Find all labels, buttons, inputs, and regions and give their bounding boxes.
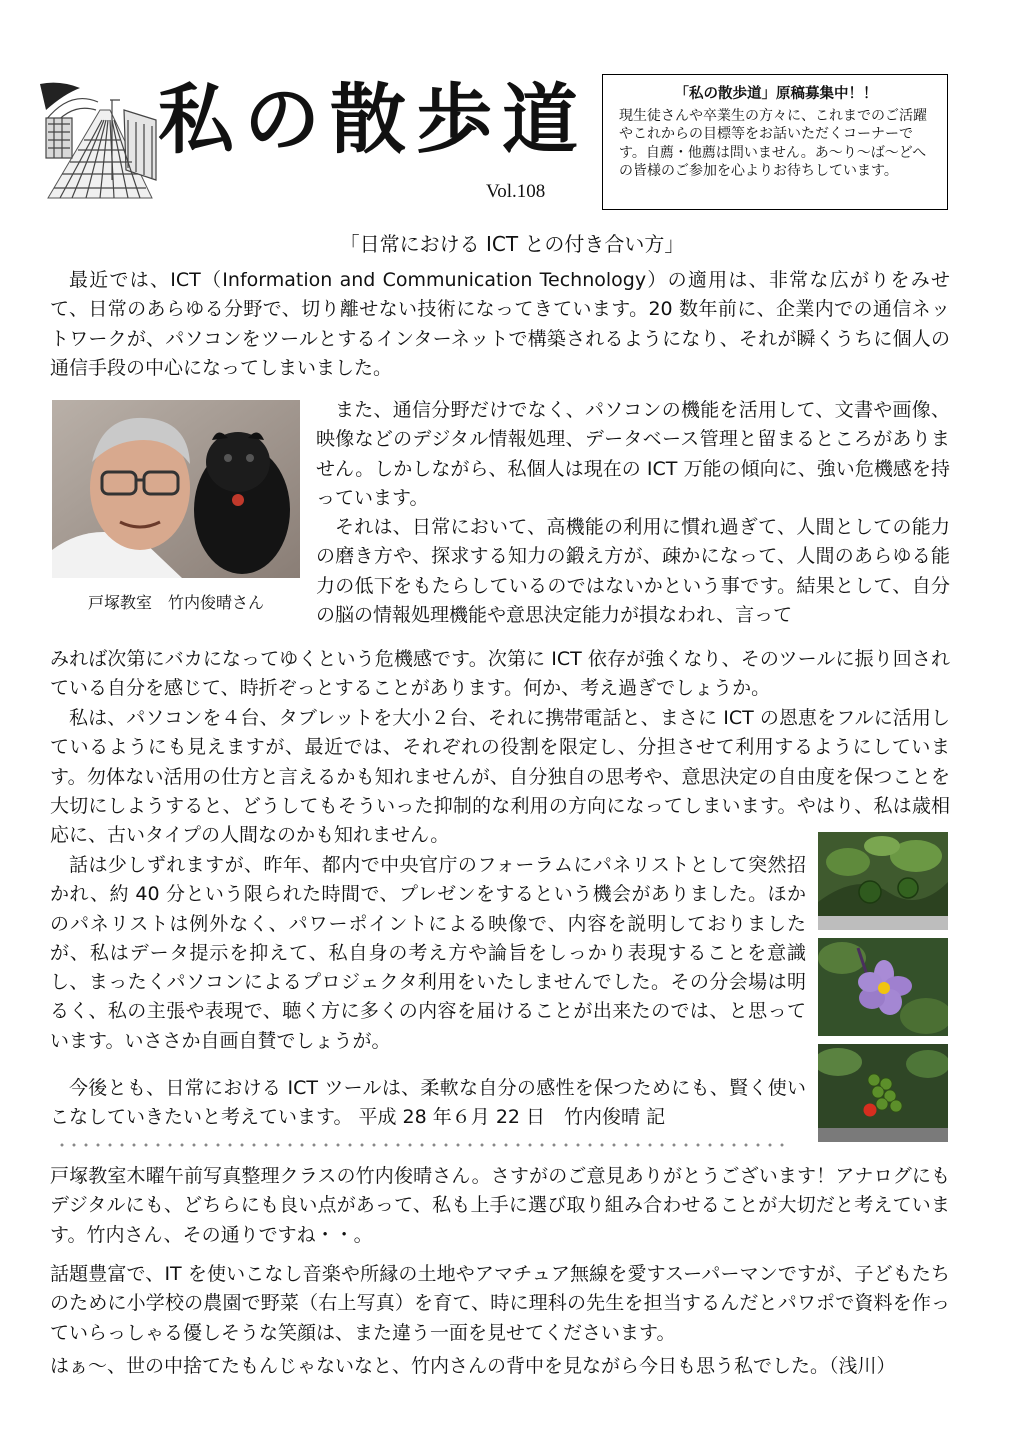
- masthead-title: 私の散歩道: [158, 75, 588, 164]
- masthead: [40, 75, 588, 216]
- article-paragraph-6: 今後とも、日常における ICT ツールは、柔軟な自分の感性を保つためにも、賢く使いこなしていきたいと考えています。 平成 28 年６月 22 日 竹内俊晴 記: [50, 1077, 806, 1129]
- article-paragraph-4: 私は、パソコンを４台、タブレットを大小２台、それに携帯電話と、まさに ICT の恩恵をフルに活用しているようにも見えますが、最近では、それぞれの役割を限定し、分担させて利用するようにしています。勿体ない活用の仕方と言えるかも知れませんが、自分独自の思考や、意思決定の自由度を保つことを大切にしようすると、どうしてもそういった抑制的な利用の方向になってしまいます。やはり、私は歳相応に、古いタイプの人間なのかも知れません。: [50, 707, 950, 847]
- article-paragraph-5: 話は少しずれますが、昨年、都内で中央官庁のフォーラムにパネリストとして突然招かれ、約 40 分という限られた時間で、プレゼンをするという機会がありました。ほかのパネリストは例外なく、パワーポイントによる映像で、内容を説明しておりましたが、私はデータ提示を抑えて、私自身の考え方や論旨をしっかり表現することを意識し、まったくパソコンによるプロジェクタ利用をいたしませんでした。その分会場は明るく、私の主張や表現で、聴く方に多くの内容を届けることが出来たのでは、と思っています。いささか自画自賛でしょうが。: [50, 854, 806, 1052]
- pumpkin-plant-photo: [818, 832, 948, 930]
- article-paragraph-1: 最近では、ICT（Information and Communication Technology）の適用は、非常な広がりをみせて、日常のあらゆる分野で、切り離せない技術になってきています。20 数年前に、企業内での通信ネットワークが、パソコンをツールとするインターネットで構築されるようになり、それが瞬くうちに個人の通信手段の中心になってしまいました。: [50, 269, 950, 379]
- article-title: 「日常における ICT との付き合い方」: [339, 232, 685, 256]
- article-paragraph-3b: みれば次第にバカになってゆくという危機感です。次第に ICT 依存が強くなり、そのツールに振り回されている自分を感じて、時折ぞっとすることがあります。何か、考え過ぎでしょうか。: [50, 648, 950, 700]
- dotted-divider: [56, 1140, 786, 1150]
- cherry-tomato-photo: [818, 1044, 948, 1142]
- article-paragraph-2: また、通信分野だけでなく、パソコンの機能を活用して、文書や画像、映像などのデジタル情報処理、データベース管理と留まるところがありません。しかしながら、私個人は現在の ICT 万能の傾向に、強い危機感を持っています。: [316, 399, 950, 509]
- editor-note-paragraph-2: 話題豊富で、IT を使いこなし音楽や所縁の土地やアマチュア無線を愛すスーパーマンですが、子どもたちのために小学校の農園で野菜（右上写真）を育て、時に理科の先生を担当するんだとパワポで資料を作っていらっしゃる優しそうな笑顔は、また違う一面を見せてくださいます。: [50, 1263, 950, 1344]
- volume-label: Vol.108: [486, 181, 546, 202]
- street-sketch-illustration: [40, 80, 160, 208]
- callout-title: 「私の散歩道」原稿募集中！！: [674, 86, 878, 102]
- editor-note-paragraph-1: 戸塚教室木曜午前写真整理クラスの竹内俊晴さん。さすがのご意見ありがとうございます！アナログにもデジタルにも、どちらにも良い点があって、私も上手に選び取り組み合わせることが大切だと考えています。竹内さん、その通りですね・・。: [50, 1165, 950, 1246]
- photo-caption: 戸塚教室 竹内俊晴さん: [87, 593, 264, 612]
- article-paragraph-3a: それは、日常において、高機能の利用に慣れ過ぎて、人間としての能力の磨き方や、探求する知力の鍛え方が、疎かになって、人間のあらゆる能力の低下をもたらしているのではないかという事です。結果として、自分の脳の情報処理機能や意思決定能力が損なわれ、言って: [316, 516, 950, 626]
- eggplant-flower-photo: [818, 938, 948, 1036]
- editor-note-paragraph-3: はぁ～、世の中捨てたもんじゃないなと、竹内さんの背中を見ながら今日も思う私でした。（浅川）: [50, 1355, 896, 1377]
- portrait-photo: [52, 400, 300, 578]
- submission-callout-box: [602, 74, 948, 210]
- callout-body: 現生徒さんや卒業生の方々に、これまでのご活躍やこれからの目標等をお話いただくコーナーです。自薦・他薦は問いません。あ～り～ば～どへの皆様のご参加を心よりお待ちしています。: [619, 107, 927, 180]
